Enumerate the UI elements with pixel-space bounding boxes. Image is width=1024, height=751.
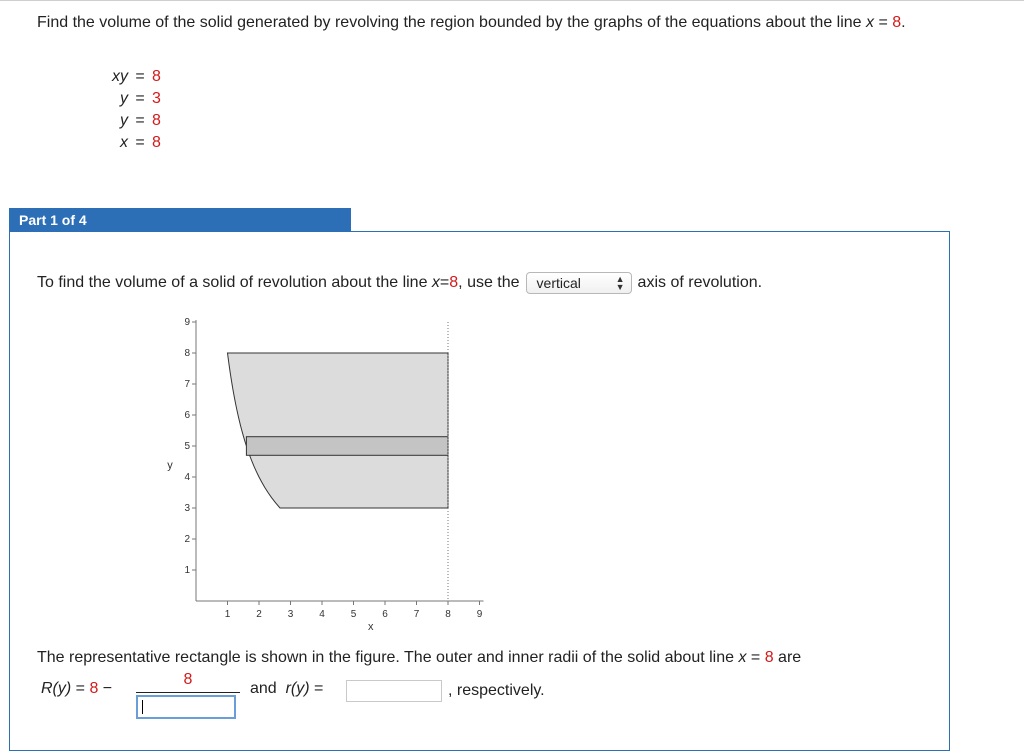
inner-radius-eq: = <box>309 680 324 697</box>
question-text-main: Find the volume of the solid generated by revolving the region bounded by the graphs of the equations about the line <box>37 14 867 31</box>
y-tick-label: 5 <box>184 441 190 452</box>
equation-lhs: y <box>120 90 128 107</box>
question-eq-sign: = <box>874 14 893 31</box>
outer-radius-label <box>41 680 112 698</box>
part-tab: Part 1 of 4 <box>9 208 351 232</box>
revolution-figure <box>160 310 500 635</box>
representative-rectangle <box>246 437 448 456</box>
radii-text-end: are <box>773 649 802 666</box>
updown-arrows-icon: ▲ ▼ <box>615 274 625 292</box>
x-tick-label: 7 <box>413 609 420 620</box>
radii-text: The representative rectangle is shown in the figure. The outer and inner radii of the solid about line <box>37 649 739 666</box>
and-label <box>250 680 323 698</box>
denominator-input[interactable] <box>136 695 236 719</box>
x-tick-label: 4 <box>319 609 325 620</box>
equation-row <box>100 88 161 110</box>
x-axis-label: x <box>368 621 374 633</box>
region-shape <box>228 353 449 508</box>
instruction-text-after: axis of revolution. <box>637 274 763 291</box>
y-tick-label: 1 <box>184 565 190 576</box>
fraction <box>136 670 240 719</box>
instruction-text: To find the volume of a solid of revolution about the line <box>37 274 428 291</box>
and-text: and <box>250 680 277 697</box>
question-x-value: 8 <box>892 14 902 31</box>
inner-radius-input[interactable] <box>346 680 442 702</box>
x-tick-label: 5 <box>350 609 357 620</box>
equation-row <box>100 132 161 154</box>
radii-answer-line <box>37 670 937 730</box>
inner-radius-symbol: r(y) <box>285 680 310 697</box>
y-tick-label: 3 <box>184 503 190 514</box>
respectively-text: , respectively. <box>448 682 545 699</box>
x-tick-label: 1 <box>224 609 231 620</box>
top-divider <box>0 0 1024 1</box>
radii-x-var: x <box>738 649 747 666</box>
radii-eq-sign: = <box>746 649 765 666</box>
instruction-line <box>37 271 762 295</box>
radii-x-value: 8 <box>764 649 774 666</box>
instruction-eq-sign: = <box>439 274 450 291</box>
y-tick-label: 8 <box>184 348 190 359</box>
x-tick-label: 6 <box>382 609 388 620</box>
y-tick-label: 6 <box>184 410 190 421</box>
equation-rhs: 8 <box>152 68 161 85</box>
fraction-numerator: 8 <box>183 671 193 688</box>
outer-radius-value: 8 <box>89 680 99 697</box>
equation-op: = <box>135 68 145 85</box>
equation-rhs: 8 <box>152 134 161 151</box>
question-x-var: x <box>866 14 875 31</box>
equation-op: = <box>135 112 145 129</box>
equation-op: = <box>135 90 145 107</box>
equation-lhs: x <box>120 134 128 151</box>
outer-radius-eq: = <box>71 680 90 697</box>
equation-lhs: xy <box>112 68 128 85</box>
x-tick-label: 3 <box>287 609 294 620</box>
equation-list <box>100 66 161 154</box>
instruction-x-value: 8 <box>449 274 459 291</box>
question-period: . <box>901 14 906 31</box>
y-tick-label: 9 <box>184 317 190 328</box>
text-caret <box>142 700 143 714</box>
equation-rhs: 8 <box>152 112 161 129</box>
equation-lhs: y <box>120 112 128 129</box>
instruction-text-mid: , use the <box>458 274 520 291</box>
x-tick-label: 8 <box>445 609 451 620</box>
equation-row <box>100 110 161 132</box>
equation-rhs: 3 <box>152 90 161 107</box>
outer-radius-minus: − <box>98 680 113 697</box>
x-tick-label: 9 <box>476 609 483 620</box>
radii-text-line <box>37 646 801 670</box>
y-tick-label: 4 <box>184 472 190 483</box>
fraction-bar <box>136 692 240 693</box>
y-tick-label: 7 <box>184 379 190 390</box>
x-tick-label: 2 <box>256 609 262 620</box>
y-tick-label: 2 <box>184 534 190 545</box>
equation-row <box>100 66 161 88</box>
outer-radius-symbol: R(y) <box>41 680 72 697</box>
equation-op: = <box>135 134 145 151</box>
y-axis-label: y <box>167 459 173 472</box>
question-text <box>37 11 937 35</box>
instruction-x-var: x <box>431 274 440 291</box>
axis-select[interactable] <box>526 272 632 294</box>
axis-select-value: vertical <box>536 275 581 291</box>
